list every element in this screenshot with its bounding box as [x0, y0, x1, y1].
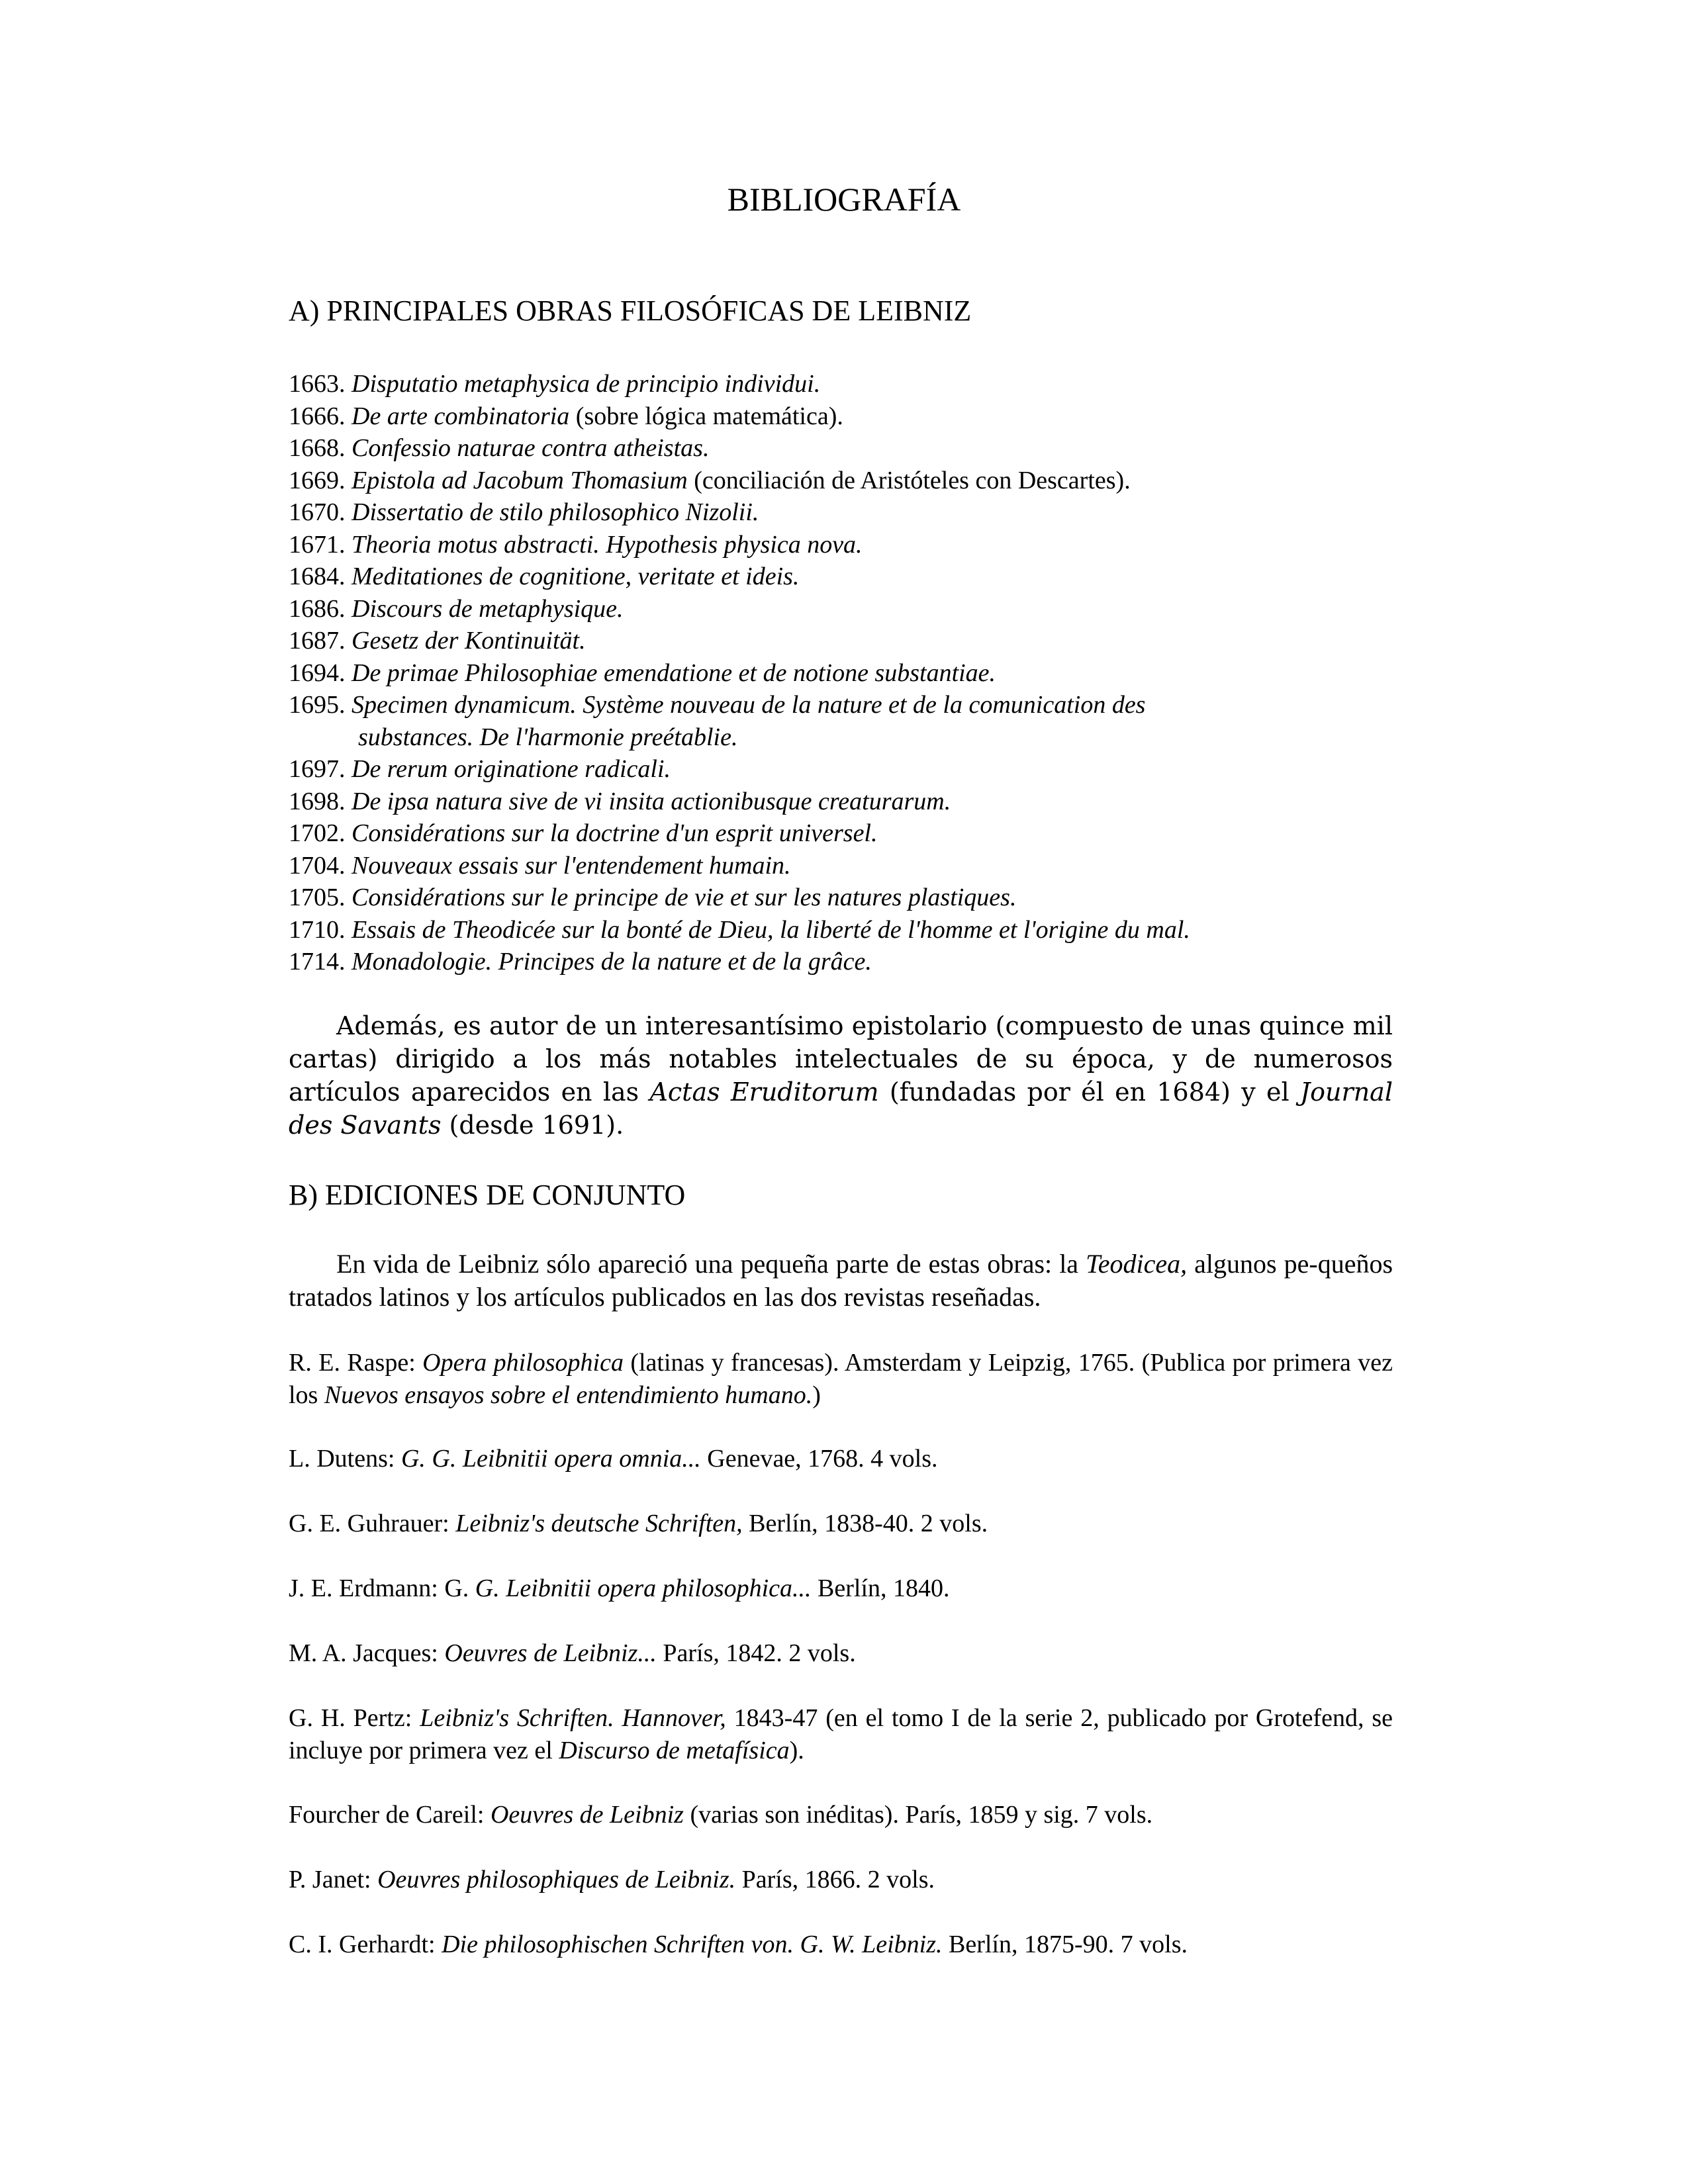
edition-reference: L. Dutens: G. G. Leibnitii opera omnia... Genevae, 1768. 4 vols.: [289, 1445, 938, 1473]
work-note: (sobre lógica matemática).: [569, 402, 843, 430]
work-entry: [289, 914, 1414, 946]
work-year: 1705.: [289, 884, 346, 911]
works-list: [289, 368, 1414, 978]
work-entry: [289, 400, 1414, 433]
work-title: Disputatio metaphysica de principio individui.: [352, 370, 821, 398]
work-entry: [289, 625, 1414, 657]
edition-reference: G. H. Pertz: Leibniz's Schriften. Hannover, 1843-47 (en el tomo I de la serie 2, publicado por Grotefend, se incluye por primera vez el Discurso de metafísica).: [289, 1704, 1393, 1764]
work-title: substances. De l'harmonie preétablie.: [358, 723, 738, 751]
work-title: Dissertatio de stilo philosophico Nizolii.: [352, 498, 759, 526]
section-b-heading: B) EDICIONES DE CONJUNTO: [289, 1179, 686, 1211]
work-year: 1663.: [289, 370, 346, 398]
work-year: 1669.: [289, 466, 346, 494]
work-year: 1695.: [289, 691, 346, 719]
work-entry: [289, 882, 1414, 914]
work-title: Considérations sur la doctrine d'un esprit universel.: [352, 819, 878, 847]
edition-reference: M. A. Jacques: Oeuvres de Leibniz... París, 1842. 2 vols.: [289, 1639, 856, 1667]
edition-reference: G. E. Guhrauer: Leibniz's deutsche Schriften, Berlín, 1838-40. 2 vols.: [289, 1510, 988, 1537]
work-entry: [289, 657, 1414, 690]
work-title: De primae Philosophiae emendatione et de notione substantiae.: [352, 659, 996, 687]
work-title: Discours de metaphysique.: [352, 594, 624, 623]
work-entry: [289, 432, 1414, 465]
epistolario-paragraph: Además, es autor de un interesantísimo epistolario (compuesto de unas quince mil cartas) dirigido a los más notables intelectuales de su época, y de numerosos artículos aparecidos en las Actas Eruditorum (fundadas por él en 1684) y el Journal des Savants (desde 1691).: [289, 1011, 1393, 1140]
work-entry: [289, 817, 1414, 850]
work-title: Monadologie. Principes de la nature et de la grâce.: [352, 948, 872, 976]
work-title: De rerum originatione radicali.: [352, 755, 671, 783]
work-entry: [289, 593, 1414, 625]
work-entry: [289, 786, 1414, 818]
work-year: 1704.: [289, 851, 346, 880]
work-title: De ipsa natura sive de vi insita actionibusque creaturarum.: [352, 787, 951, 815]
work-year: 1694.: [289, 659, 346, 687]
work-entry: [289, 529, 1414, 561]
work-title: Theoria motus abstracti. Hypothesis physica nova.: [352, 530, 863, 559]
section-a-heading: A) PRINCIPALES OBRAS FILOSÓFICAS DE LEIBNIZ: [289, 295, 972, 327]
work-title: Confessio naturae contra atheistas.: [352, 434, 710, 462]
work-entry: [289, 946, 1414, 978]
work-year: 1670.: [289, 498, 346, 526]
page-title: BIBLIOGRAFÍA: [727, 181, 961, 218]
work-entry: [289, 368, 1414, 400]
work-note: (conciliación de Aristóteles con Descartes).: [687, 466, 1131, 494]
work-year: 1702.: [289, 819, 346, 847]
work-title: Essais de Theodicée sur la bonté de Dieu, la liberté de l'homme et l'origine du mal.: [352, 915, 1190, 944]
work-title: Meditationes de cognitione, veritate et ideis.: [352, 563, 800, 590]
work-entry: [289, 689, 1414, 721]
work-title: Considérations sur le principe de vie et sur les natures plastiques.: [352, 884, 1017, 911]
editions-intro-paragraph: En vida de Leibniz sólo apareció una pequeña parte de estas obras: la Teodicea, algunos pe-queños tratados latinos y los artículos publicados en las dos revistas reseñadas.: [289, 1249, 1393, 1312]
work-title: Epistola ad Jacobum Thomasium: [352, 466, 688, 494]
edition-reference: Fourcher de Careil: Oeuvres de Leibniz (varias son inéditas). París, 1859 y sig. 7 vols.: [289, 1801, 1153, 1829]
work-entry-continued: [289, 721, 1414, 754]
work-title: Teodicea,: [1086, 1249, 1188, 1279]
work-entry: [289, 496, 1414, 529]
work-entry: [289, 850, 1414, 882]
work-year: 1684.: [289, 563, 346, 590]
work-year: 1710.: [289, 915, 346, 944]
work-year: 1671.: [289, 530, 346, 559]
journal-name: Journal des Savants: [289, 1077, 1393, 1140]
work-entry: [289, 753, 1414, 786]
edition-reference: R. E. Raspe: Opera philosophica (latinas y francesas). Amsterdam y Leipzig, 1765. (Publica por primera vez los Nuevos ensayos sobre el entendimiento humano.): [289, 1349, 1393, 1409]
edition-reference: J. E. Erdmann: G. G. Leibnitii opera philosophica... Berlín, 1840.: [289, 1574, 950, 1602]
work-year: 1687.: [289, 627, 346, 655]
work-title: Gesetz der Kontinuität.: [352, 627, 586, 655]
work-year: 1668.: [289, 434, 346, 462]
work-title: De arte combinatoria: [352, 402, 570, 430]
work-entry: [289, 561, 1414, 593]
journal-name: Actas Eruditorum: [649, 1077, 879, 1107]
edition-reference: P. Janet: Oeuvres philosophiques de Leibniz. París, 1866. 2 vols.: [289, 1866, 935, 1893]
work-entry: [289, 465, 1414, 497]
work-title: Specimen dynamicum. Système nouveau de la nature et de la comunication des: [352, 691, 1146, 719]
work-year: 1666.: [289, 402, 346, 430]
work-year: 1697.: [289, 755, 346, 783]
edition-reference: C. I. Gerhardt: Die philosophischen Schriften von. G. W. Leibniz. Berlín, 1875-90. 7 vols.: [289, 1931, 1188, 1958]
work-year: 1698.: [289, 787, 346, 815]
work-title: Nouveaux essais sur l'entendement humain.: [352, 851, 791, 880]
work-year: 1714.: [289, 948, 346, 976]
work-year: 1686.: [289, 594, 346, 623]
